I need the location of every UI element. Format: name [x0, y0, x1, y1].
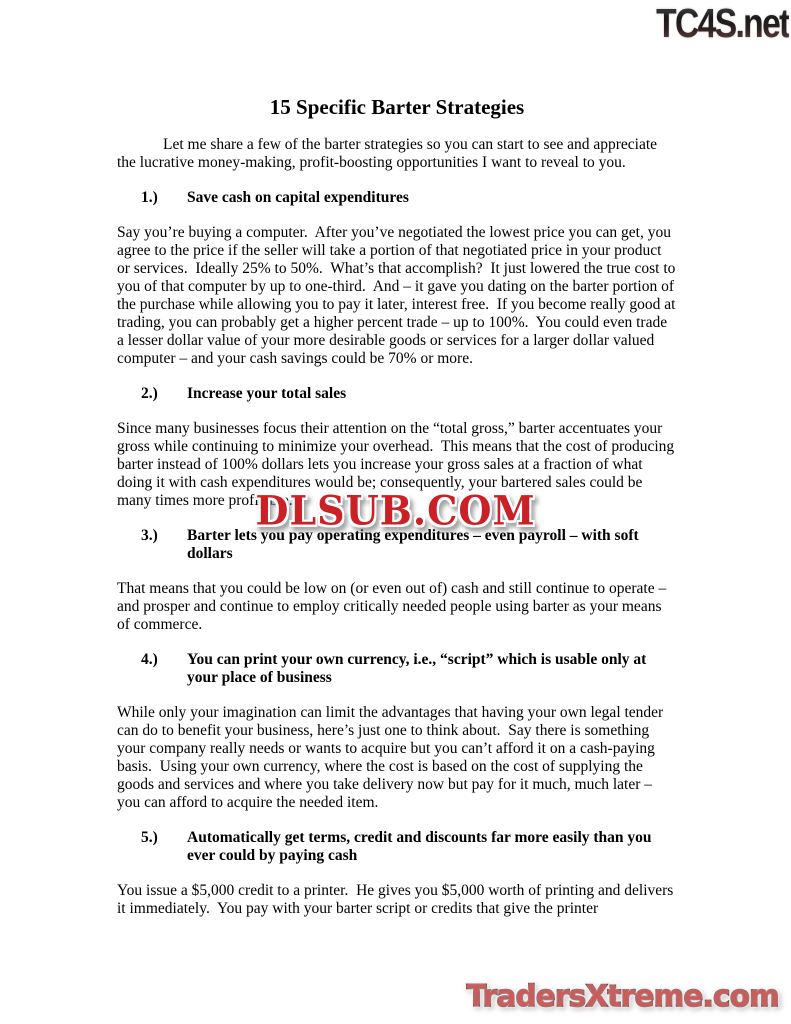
strategy-heading-2	[117, 385, 677, 403]
strategy-body-5: You issue a $5,000 credit to a printer. He gives you $5,000 worth of printing and delivers it immediately. You pay with your barter script or credits that give the printer	[117, 882, 678, 917]
dlsub-watermark: DLSUB.COM	[255, 486, 536, 535]
strategy-body-3: That means that you could be low on (or even out of) cash and still continue to operate – and prosper and continue to employ critically needed people using barter as your means of commerce.	[117, 580, 671, 633]
strategy-heading-5	[117, 829, 677, 865]
strategy-number: 4.)	[141, 651, 158, 668]
strategy-body-4: While only your imagination can limit the advantages that having your own legal tender can do to benefit your business, here’s just one to think about. Say there is something your company really needs or wants to acquire but you can’t afford it on a cash-paying basis. Using your own currency, where the cost is based on the cost of supplying the goods and services and where you take delivery now but pay for it much, much later – you can afford to acquire the needed item.	[117, 704, 668, 811]
strategy-number: 3.)	[141, 527, 158, 544]
strategy-number: 1.)	[141, 189, 158, 206]
strategy-heading-1	[117, 189, 677, 207]
tradersxtreme-logo: TradersXtreme.com	[466, 979, 779, 1013]
strategy-body-1: Say you’re buying a computer. After you’ve negotiated the lowest price you can get, you agree to the price if the seller will take a portion of that negotiated price in your product or services. Ideally 25% to 50%. What’s that accomplish? It just lowered the true cost to you of that computer by up to one-third. And – it gave you dating on the barter portion of the purchase while allowing you to pay it later, interest free. If you become really good at trading, you can probably get a higher percent trade – up to 100%. You could even trade a lesser dollar value of your more desirable goods or services for a larger dollar valued computer – and your cash savings could be 70% or more.	[117, 224, 680, 367]
page-title: 15 Specific Barter Strategies	[269, 95, 525, 119]
strategy-title: Increase your total sales	[187, 385, 347, 402]
strategy-heading-4	[117, 651, 677, 687]
strategy-title: You can print your own currency, i.e., “script” which is usable only at your place of business	[187, 651, 647, 686]
tc4s-logo: TC4S.net	[656, 0, 789, 46]
strategy-number: 5.)	[141, 829, 158, 846]
strategy-title: Save cash on capital expenditures	[187, 189, 409, 206]
strategy-number: 2.)	[141, 385, 158, 402]
intro-paragraph: Let me share a few of the barter strategies so you can start to see and appreciate the lucrative money-making, profit-boosting opportunities I want to reveal to you.	[117, 136, 661, 171]
strategy-title: Barter lets you pay operating expenditures – even payroll – with soft dollars	[187, 527, 639, 562]
strategy-title: Automatically get terms, credit and discounts far more easily than you ever could by paying cash	[187, 829, 652, 864]
strategy-body-2: Since many businesses focus their attention on the “total gross,” barter accentuates your gross while continuing to minimize your overhead. This means that the cost of producing barter instead of 100% dollars lets you increase your gross sales at a fraction of what doing it with cash expenditures would be; consequently, your bartered sales could be many times more profitable.	[117, 420, 679, 509]
